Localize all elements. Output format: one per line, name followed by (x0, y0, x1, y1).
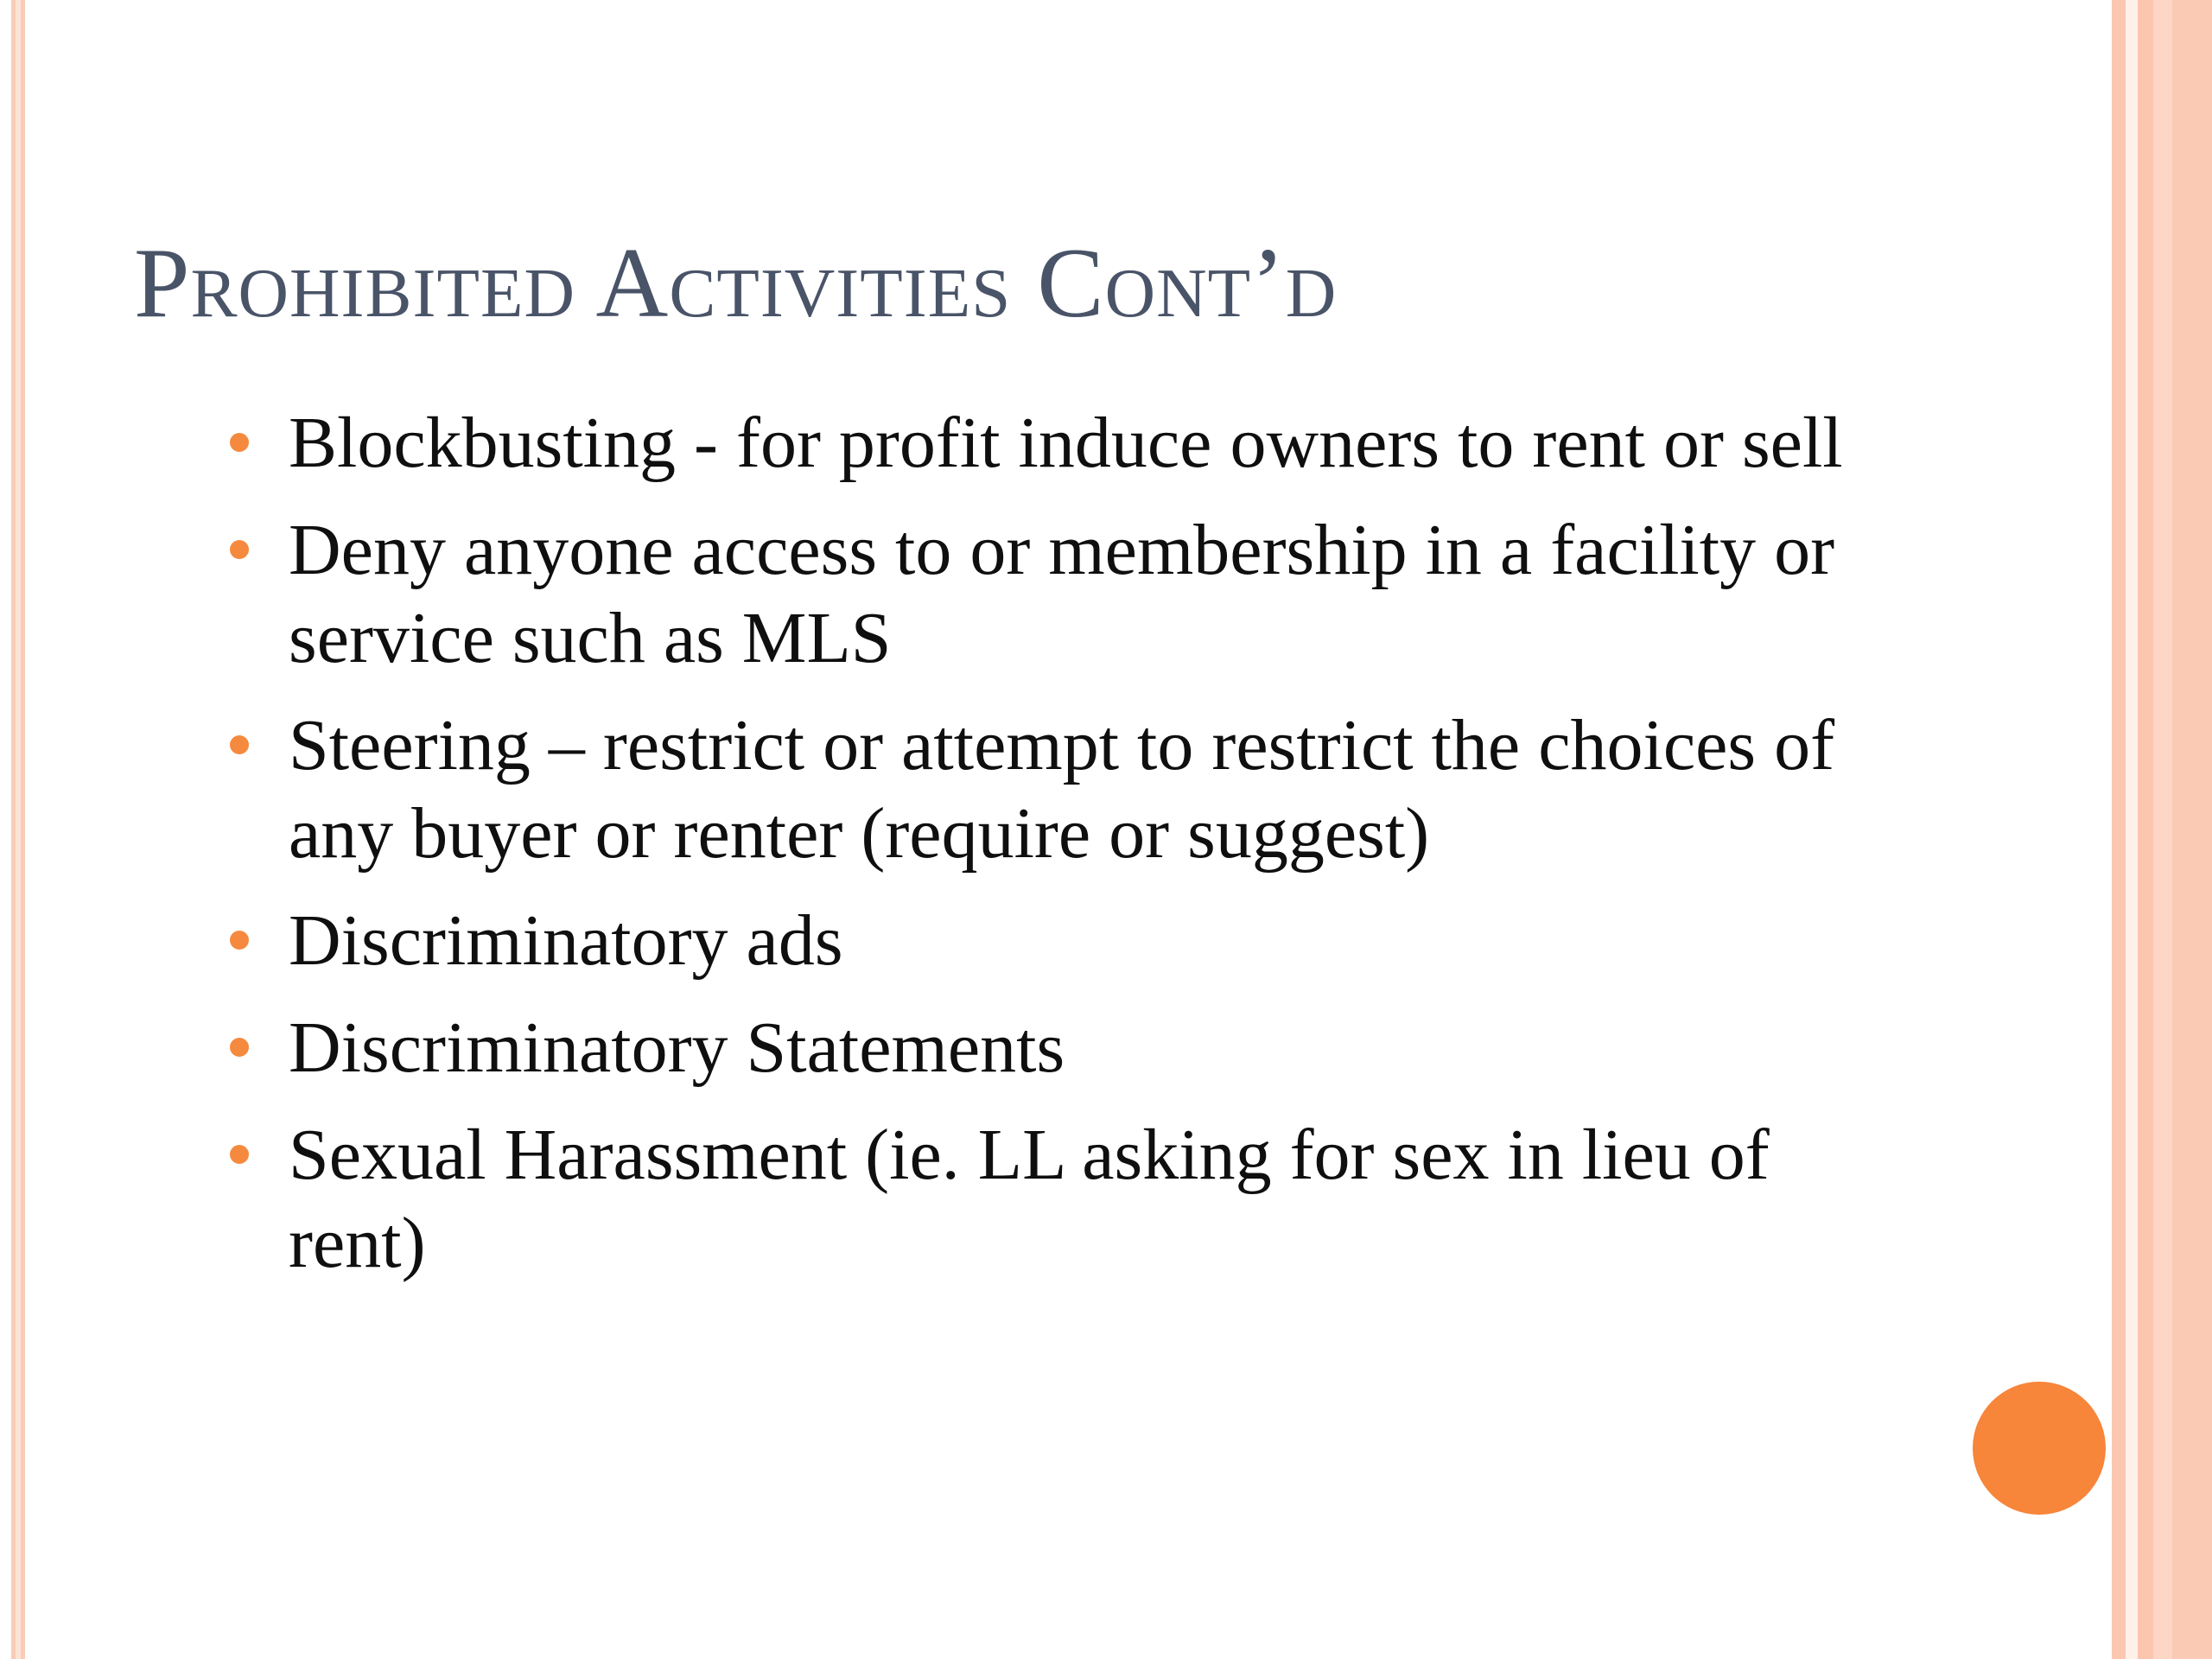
bullet-text: Discriminatory Statements (289, 1007, 1065, 1088)
bullet-dot-icon (230, 931, 249, 950)
bullet-dot-icon (230, 735, 249, 754)
left-border-decoration (11, 0, 25, 1659)
bullet-text: Discriminatory ads (289, 900, 843, 981)
bullet-text: Deny anyone access to or membership in a facility or service such as MLS (289, 510, 1835, 678)
bullet-item (225, 506, 1918, 683)
bullet-text: Blockbusting - for profit induce owners to rent or sell (289, 403, 1843, 483)
right-stripe-decoration (2112, 0, 2126, 1659)
right-stripe-decoration (2172, 0, 2212, 1659)
bullet-item (225, 399, 1918, 487)
bullet-dot-icon (230, 1038, 249, 1057)
bullet-item (225, 702, 1918, 878)
right-stripe-decoration (2138, 0, 2153, 1659)
bullet-dot-icon (230, 433, 249, 452)
bullet-list (225, 399, 1918, 1306)
right-stripe-decoration (2153, 0, 2172, 1659)
bullet-item (225, 897, 1918, 985)
bullet-item (225, 1004, 1918, 1092)
right-stripe-decoration (2126, 0, 2138, 1659)
orange-circle-decoration (1973, 1382, 2106, 1515)
bullet-item (225, 1111, 1918, 1287)
bullet-dot-icon (230, 1145, 249, 1164)
bullet-dot-icon (230, 540, 249, 559)
slide-title: Prohibited Activities Cont’d (134, 228, 1338, 339)
bullet-text: Sexual Harassment (ie. LL asking for sex in lieu of rent) (289, 1115, 1770, 1283)
bullet-text: Steering – restrict or attempt to restrict the choices of any buyer or renter (require or suggest) (289, 705, 1835, 874)
